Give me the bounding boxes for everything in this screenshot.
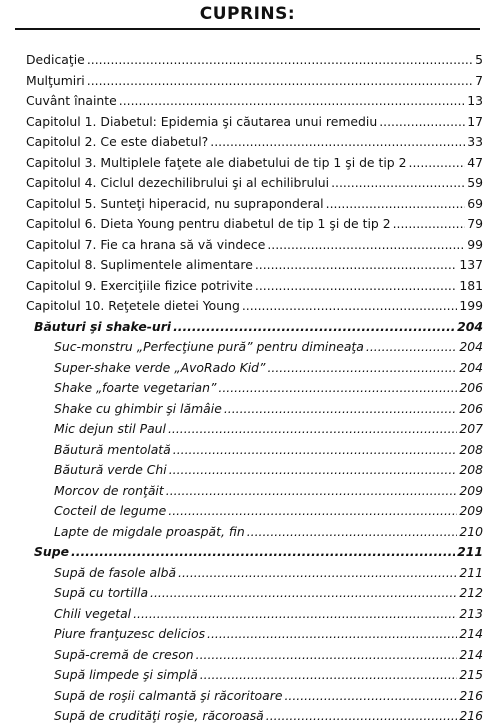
dot-leader: [133, 604, 457, 625]
toc-subentry[interactable]: [26, 624, 483, 645]
dot-leader: [168, 501, 457, 522]
toc-page-number: 204: [459, 339, 483, 354]
toc-entry-title: Morcov de ronţăit: [54, 482, 164, 498]
toc-entry-title: Cuvânt înainte: [26, 93, 117, 108]
toc-entry-title: Supă de fasole albă: [54, 564, 177, 580]
toc-entry-title: Capitolul 8. Suplimentele alimentare: [26, 257, 253, 272]
dot-leader: [379, 112, 465, 133]
dot-leader: [331, 173, 465, 194]
toc-subentry[interactable]: [26, 419, 483, 440]
dot-leader: [150, 583, 457, 604]
toc-entry-title: Supe: [34, 544, 70, 559]
dot-leader: [196, 645, 458, 666]
toc-entry-title: Supă de crudităţi roşie, răcoroasă: [54, 708, 264, 723]
dot-leader: [178, 563, 457, 584]
toc-entry[interactable]: [26, 153, 483, 174]
toc-page-number: 209: [459, 503, 483, 518]
toc-entry-title: Capitolul 2. Ce este diabetul?: [26, 134, 209, 149]
toc-subentry[interactable]: [26, 337, 483, 358]
toc-page-number: 204: [459, 359, 483, 375]
toc-entry-title: Chili vegetal: [54, 605, 132, 621]
toc-entry[interactable]: [26, 71, 483, 92]
toc-entry[interactable]: [26, 91, 483, 112]
toc-subentry[interactable]: [26, 563, 483, 584]
toc-page-number: 208: [459, 462, 483, 477]
dot-leader: [255, 255, 457, 276]
toc-page-number: 13: [467, 93, 483, 108]
toc-page-number: 209: [459, 482, 483, 498]
toc-page-number: 215: [459, 667, 483, 682]
toc-entry-title: Supă cu tortilla: [54, 585, 149, 600]
toc-section[interactable]: [26, 542, 483, 563]
toc-page-number: 216: [459, 687, 483, 703]
toc-page-number: 99: [467, 236, 483, 252]
toc-subentry[interactable]: [26, 645, 483, 666]
page-title: CUPRINS:: [199, 4, 296, 24]
toc-section[interactable]: [26, 317, 483, 338]
dot-leader: [71, 542, 455, 563]
toc-subentry[interactable]: [26, 358, 483, 379]
toc-entry-title: Capitolul 4. Ciclul dezechilibrului şi al echilibrului: [26, 175, 330, 190]
dot-leader: [173, 440, 458, 461]
dot-leader: [326, 194, 466, 215]
toc-entry-title: Supă limpede şi simplă: [54, 667, 198, 682]
dot-leader: [87, 50, 473, 71]
toc-page-number: 206: [459, 380, 483, 395]
toc-subentry[interactable]: [26, 665, 483, 686]
dot-leader: [210, 132, 465, 153]
toc-page-number: 5: [475, 52, 483, 67]
toc-entry[interactable]: [26, 276, 483, 297]
toc-entry-title: Shake „foarte vegetarian”: [54, 380, 217, 395]
toc-subentry[interactable]: [26, 706, 483, 727]
toc-entry-title: Capitolul 9. Exerciţiile fizice potrivite: [26, 277, 253, 293]
toc-page-number: 207: [459, 421, 483, 436]
toc-entry-title: Capitolul 1. Diabetul: Epidemia şi căutarea unui remediu: [26, 113, 378, 129]
toc-entry[interactable]: [26, 296, 483, 317]
toc-page-number: 213: [459, 605, 483, 621]
toc-page-number: 181: [459, 277, 483, 293]
toc-page-number: 7: [475, 72, 483, 88]
toc-entry[interactable]: [26, 255, 483, 276]
toc-entry-title: Super-shake verde „AvoRado Kid”: [54, 359, 266, 375]
dot-leader: [224, 399, 458, 420]
toc-entry-title: Lapte de migdale proaspăt, fin: [54, 523, 245, 539]
toc-page-number: 79: [467, 216, 483, 231]
toc-page-number: 206: [459, 400, 483, 416]
toc-entry[interactable]: [26, 235, 483, 256]
toc-entry-title: Băutură mentolată: [54, 441, 171, 457]
toc-page-number: 211: [457, 544, 483, 559]
dot-leader: [242, 296, 458, 317]
dot-leader: [87, 71, 473, 92]
toc-page-number: 17: [467, 113, 483, 129]
toc-entry-title: Cocteil de legume: [54, 503, 167, 518]
dot-leader: [169, 460, 458, 481]
toc-page-number: 210: [459, 523, 483, 539]
title-underline: [15, 28, 480, 30]
toc-subentry[interactable]: [26, 378, 483, 399]
toc-subentry[interactable]: [26, 604, 483, 625]
dot-leader: [366, 337, 457, 358]
toc-entry-title: Capitolul 3. Multiplele faţete ale diabetului de tip 1 şi de tip 2: [26, 154, 407, 170]
toc-entry[interactable]: [26, 132, 483, 153]
dot-leader: [267, 358, 457, 379]
toc-page-number: 137: [459, 257, 483, 272]
dot-leader: [393, 214, 466, 235]
toc-entry-title: Shake cu ghimbir şi lămâie: [54, 400, 222, 416]
toc-list: [26, 50, 483, 727]
toc-entry-title: Mulţumiri: [26, 72, 85, 88]
dot-leader: [247, 522, 458, 543]
dot-leader: [267, 235, 465, 256]
dot-leader: [409, 153, 466, 174]
toc-page-number: 216: [459, 708, 483, 723]
dot-leader: [168, 419, 457, 440]
toc-page-number: 33: [467, 134, 483, 149]
toc-entry-title: Capitolul 5. Sunteţi hiperacid, nu supraponderal: [26, 195, 324, 211]
toc-page-number: 211: [459, 564, 483, 580]
toc-entry-title: Capitolul 10. Reţetele dietei Young: [26, 298, 240, 313]
toc-entry-title: Dedicaţie: [26, 52, 85, 67]
toc-subentry[interactable]: [26, 501, 483, 522]
toc-entry-title: Capitolul 6. Dieta Young pentru diabetul de tip 1 şi de tip 2: [26, 216, 391, 231]
toc-page-number: 208: [459, 441, 483, 457]
dot-leader: [119, 91, 465, 112]
toc-page-number: 214: [459, 646, 483, 662]
toc-entry[interactable]: [26, 173, 483, 194]
toc-subentry[interactable]: [26, 460, 483, 481]
toc-page-number: 214: [459, 626, 483, 641]
dot-leader: [207, 624, 457, 645]
dot-leader: [166, 481, 458, 502]
toc-entry-title: Suc-monstru „Perfecţiune pură” pentru dimineaţa: [54, 339, 364, 354]
toc-entry-title: Piure franţuzesc delicios: [54, 626, 206, 641]
toc-page-number: 199: [459, 298, 483, 313]
toc-entry[interactable]: [26, 194, 483, 215]
toc-page-number: 47: [467, 154, 483, 170]
toc-page-number: 69: [467, 195, 483, 211]
toc-subentry[interactable]: [26, 481, 483, 502]
toc-entry[interactable]: [26, 112, 483, 133]
dot-leader: [200, 665, 458, 686]
toc-page-number: 204: [457, 318, 483, 334]
dot-leader: [284, 686, 457, 707]
toc-subentry[interactable]: [26, 522, 483, 543]
toc-entry[interactable]: [26, 214, 483, 235]
toc-page-number: 59: [467, 175, 483, 190]
toc-subentry[interactable]: [26, 399, 483, 420]
toc-entry-title: Mic dejun stil Paul: [54, 421, 166, 436]
toc-entry-title: Supă-cremă de creson: [54, 646, 194, 662]
toc-entry-title: Supă de roşii calmantă şi răcoritoare: [54, 687, 283, 703]
dot-leader: [266, 706, 458, 727]
dot-leader: [173, 317, 455, 338]
toc-entry[interactable]: [26, 50, 483, 71]
dot-leader: [218, 378, 457, 399]
toc-page-number: 212: [459, 585, 483, 600]
toc-subentry[interactable]: [26, 440, 483, 461]
toc-entry-title: Băuturi şi shake-uri: [34, 318, 172, 334]
toc-subentry[interactable]: [26, 686, 483, 707]
toc-subentry[interactable]: [26, 583, 483, 604]
toc-entry-title: Băutură verde Chi: [54, 462, 167, 477]
toc-entry-title: Capitolul 7. Fie ca hrana să vă vindece: [26, 236, 266, 252]
dot-leader: [255, 276, 457, 297]
